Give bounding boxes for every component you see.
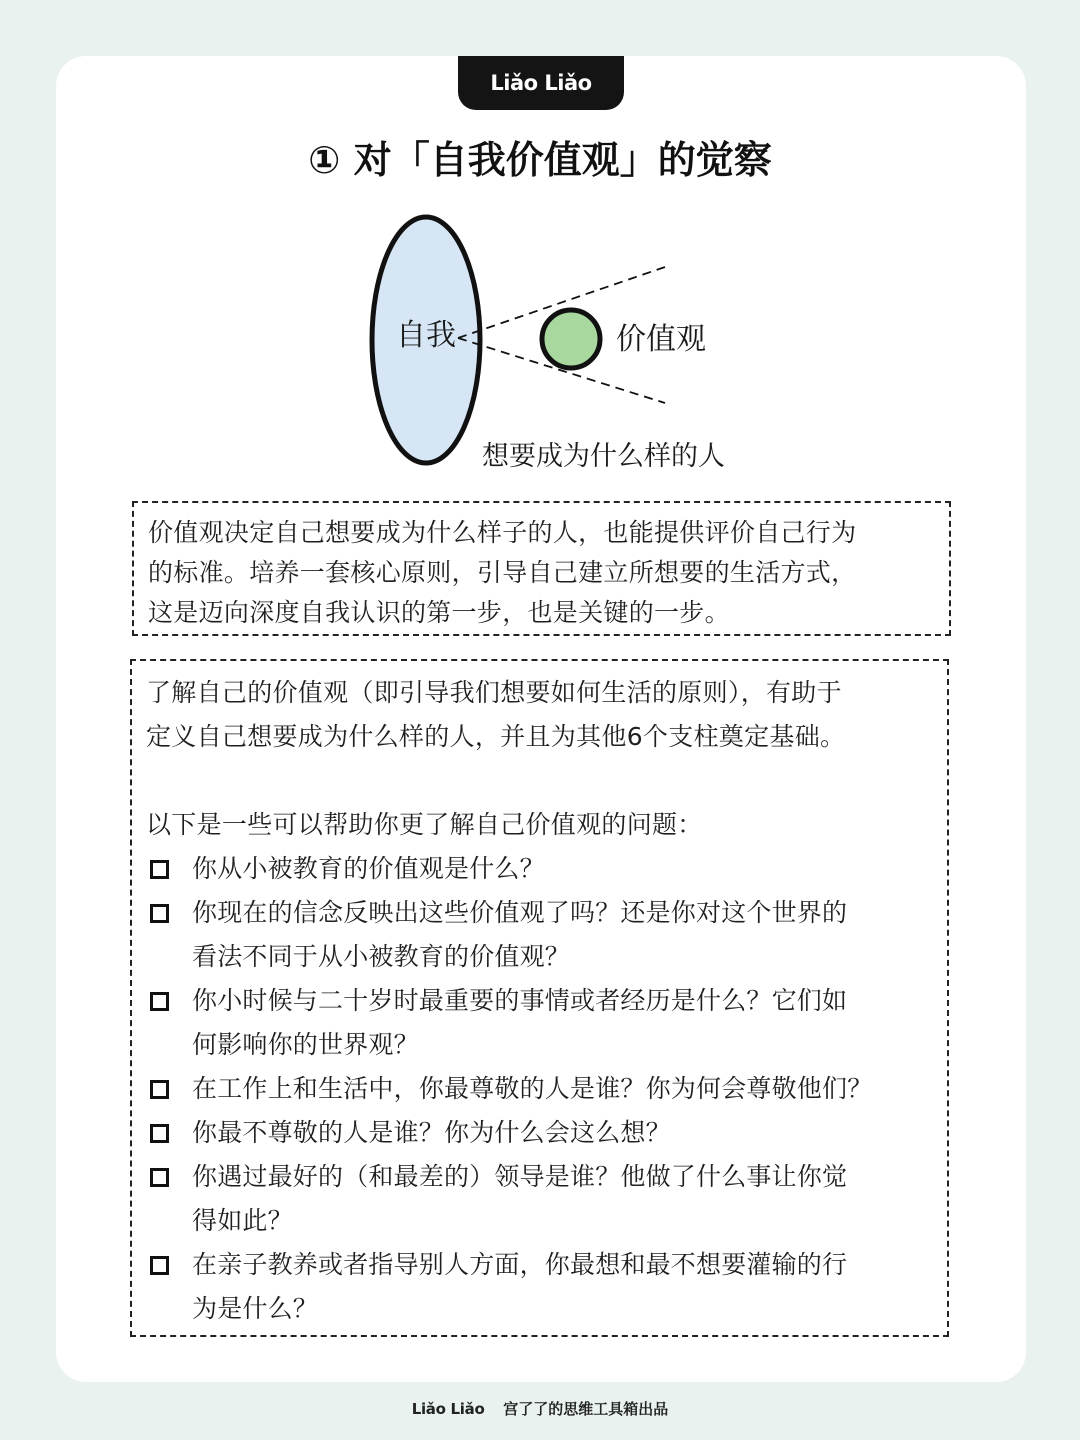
question-item (146, 1067, 935, 1111)
question-item (146, 847, 935, 891)
checkbox-icon[interactable] (150, 860, 169, 879)
checkbox-icon[interactable] (150, 904, 169, 923)
intro-line: 这是迈向深度自我认识的第一步，也是关键的一步。 (148, 598, 730, 627)
intro-line: 价值观决定自己想要成为什么样子的人，也能提供评价自己行为 (148, 518, 857, 547)
question-line: 你最不尊敬的人是谁？你为什么会这么想？ (192, 1118, 671, 1147)
diagram-caption: 想要成为什么样的人 (482, 441, 725, 472)
detail-line: 了解自己的价值观（即引导我们想要如何生活的原则），有助于 (146, 678, 842, 707)
question-list (146, 847, 935, 1331)
question-line: 在亲子教养或者指导别人方面，你最想和最不想要灌输的行 (192, 1250, 848, 1279)
intro-box (132, 501, 951, 636)
question-line: 你小时候与二十岁时最重要的事情或者经历是什么？它们如 (192, 986, 848, 1015)
intro-line: 的标准。培养一套核心原则，引导自己建立所想要的生活方式， (148, 558, 857, 587)
question-line: 在工作上和生活中，你最尊敬的人是谁？你为何会尊敬他们？ (192, 1074, 873, 1103)
question-item (146, 1111, 935, 1155)
checkbox-icon[interactable] (150, 1256, 169, 1275)
self-value-diagram (360, 205, 760, 485)
question-line: 何影响你的世界观？ (192, 1030, 419, 1059)
question-line: 你从小被教育的价值观是什么？ (192, 854, 545, 883)
question-line: 你现在的信念反映出这些价值观了吗？还是你对这个世界的 (192, 898, 848, 927)
footer (0, 1396, 1080, 1422)
value-label: 价值观 (616, 322, 706, 357)
brand-logo (458, 56, 624, 110)
question-line: 你遇过最好的（和最差的）领导是谁？他做了什么事让你觉 (192, 1162, 848, 1191)
footer-credit: 宫了了的思维工具箱出品 (503, 1400, 669, 1418)
checkbox-icon[interactable] (150, 992, 169, 1011)
questions-intro: 以下是一些可以帮助你更了解自己价值观的问题： (146, 810, 703, 839)
question-item (146, 1155, 935, 1243)
question-item (146, 1243, 935, 1331)
checkbox-icon[interactable] (150, 1168, 169, 1187)
brand-logo-text: Liǎo Liǎo (490, 71, 592, 95)
detail-line: 定义自己想要成为什么样的人，并且为其他6个支柱奠定基础。 (146, 722, 846, 751)
questions-box (130, 659, 949, 1337)
page-title: ① 对「自我价值观」的觉察 (308, 138, 772, 182)
paragraph-gap (146, 759, 935, 803)
self-label: 自我 (396, 318, 456, 353)
checkbox-icon[interactable] (150, 1124, 169, 1143)
checkbox-icon[interactable] (150, 1080, 169, 1099)
footer-brand-logo: Liǎo Liǎo (411, 1400, 485, 1418)
question-item (146, 979, 935, 1067)
question-line: 为是什么？ (192, 1294, 319, 1323)
question-line: 看法不同于从小被教育的价值观？ (192, 942, 571, 971)
value-circle (542, 310, 600, 368)
question-item (146, 891, 935, 979)
question-line: 得如此？ (192, 1206, 293, 1235)
